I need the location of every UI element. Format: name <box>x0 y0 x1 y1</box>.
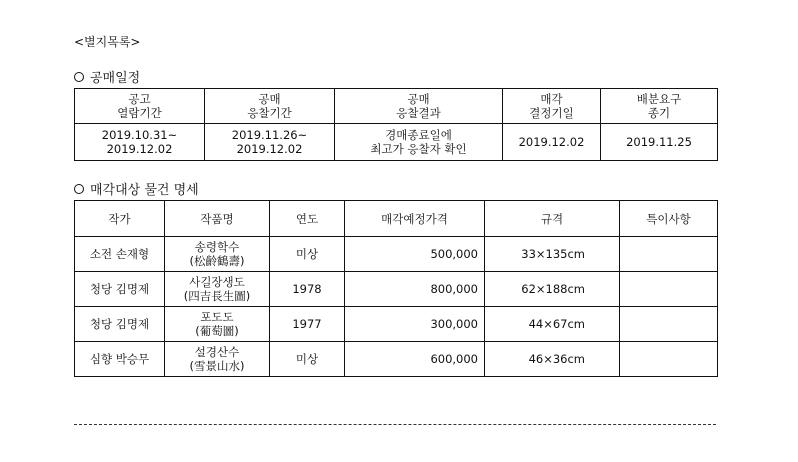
schedule-header-cell: 공매 응찰기간 <box>205 89 335 124</box>
circle-bullet-icon <box>74 184 84 194</box>
note-cell <box>620 237 718 272</box>
price-cell: 300,000 <box>345 307 485 342</box>
year-cell: 미상 <box>270 237 345 272</box>
size-cell: 33×135cm <box>485 237 620 272</box>
price-cell: 600,000 <box>345 342 485 377</box>
schedule-header-row <box>75 89 718 124</box>
circle-bullet-icon <box>74 72 84 82</box>
dashed-divider <box>74 424 716 425</box>
schedule-header-cell: 매각 결정기일 <box>503 89 601 124</box>
price-cell: 500,000 <box>345 237 485 272</box>
attachment-label: <별지목록> <box>74 35 141 49</box>
schedule-table <box>74 88 718 161</box>
price-cell: 800,000 <box>345 272 485 307</box>
artist-cell: 청당 김명제 <box>75 272 165 307</box>
schedule-header-cell: 공고 열람기간 <box>75 89 205 124</box>
schedule-data-row <box>75 124 718 161</box>
schedule-cell: 2019.11.26~ 2019.12.02 <box>205 124 335 161</box>
items-header-cell: 작품명 <box>165 201 270 237</box>
size-cell: 46×36cm <box>485 342 620 377</box>
schedule-cell: 2019.10.31~ 2019.12.02 <box>75 124 205 161</box>
schedule-header-cell: 배분요구 종기 <box>601 89 718 124</box>
work-title-cell: 송령학수 (松齡鶴壽) <box>165 237 270 272</box>
table-row <box>75 307 718 342</box>
note-cell <box>620 307 718 342</box>
artist-cell: 소전 손재형 <box>75 237 165 272</box>
items-header-cell: 매각예정가격 <box>345 201 485 237</box>
work-title-cell: 포도도 (葡萄圖) <box>165 307 270 342</box>
schedule-header-cell: 공매 응찰결과 <box>335 89 503 124</box>
items-table <box>74 200 718 377</box>
schedule-cell: 2019.12.02 <box>503 124 601 161</box>
work-title-cell: 설경산수 (雪景山水) <box>165 342 270 377</box>
schedule-cell: 경매종료일에 최고가 응찰자 확인 <box>335 124 503 161</box>
table-row <box>75 237 718 272</box>
items-header-cell: 연도 <box>270 201 345 237</box>
items-header-cell: 작가 <box>75 201 165 237</box>
schedule-title-text: 공매일정 <box>90 71 141 86</box>
size-cell: 62×188cm <box>485 272 620 307</box>
note-cell <box>620 272 718 307</box>
artist-cell: 심향 박승무 <box>75 342 165 377</box>
items-title-text: 매각대상 물건 명세 <box>90 183 199 198</box>
note-cell <box>620 342 718 377</box>
items-header-row <box>75 201 718 237</box>
year-cell: 1977 <box>270 307 345 342</box>
schedule-section-title <box>74 67 140 86</box>
table-row <box>75 342 718 377</box>
table-row <box>75 272 718 307</box>
schedule-cell: 2019.11.25 <box>601 124 718 161</box>
artist-cell: 청당 김명제 <box>75 307 165 342</box>
size-cell: 44×67cm <box>485 307 620 342</box>
year-cell: 1978 <box>270 272 345 307</box>
items-section-title <box>74 179 199 198</box>
items-header-cell: 규격 <box>485 201 620 237</box>
work-title-cell: 사길장생도 (四吉長生圖) <box>165 272 270 307</box>
year-cell: 미상 <box>270 342 345 377</box>
items-header-cell: 특이사항 <box>620 201 718 237</box>
